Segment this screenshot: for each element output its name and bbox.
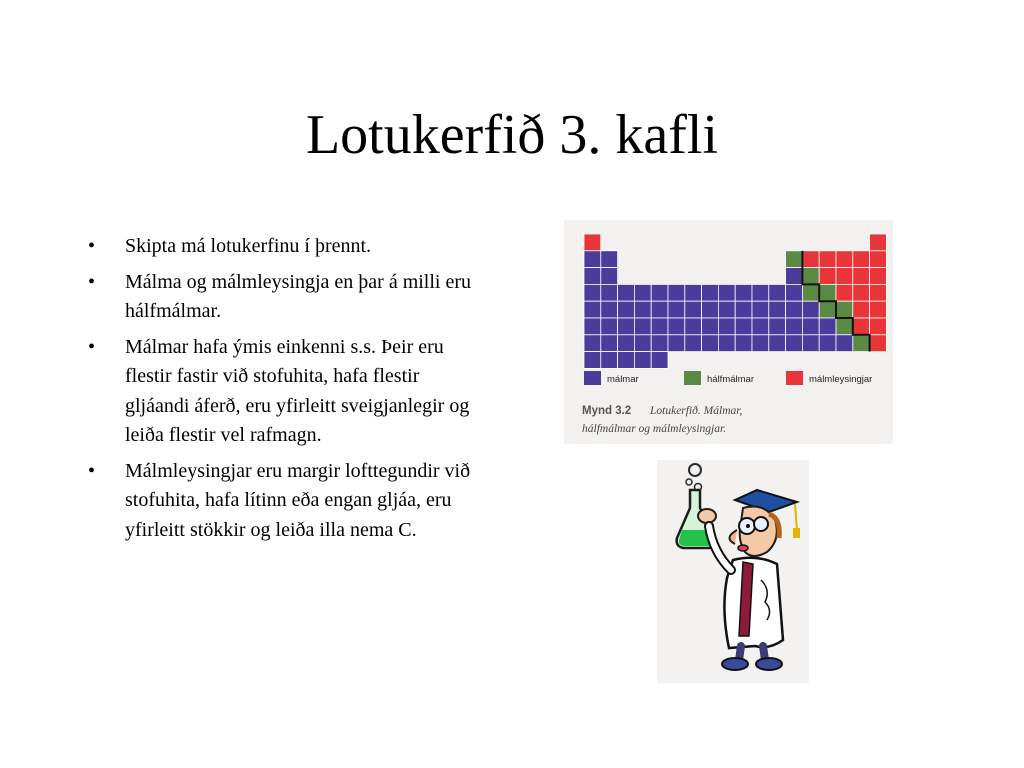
element-cell [685, 284, 702, 301]
tassel-end [793, 528, 800, 538]
scientist-cartoon-image [657, 460, 809, 683]
element-cell [786, 301, 803, 318]
element-cell [702, 318, 719, 335]
periodic-table-image [564, 220, 893, 444]
element-cell [802, 251, 819, 268]
element-cell [752, 301, 769, 318]
element-cell [752, 318, 769, 335]
element-cell [769, 318, 786, 335]
element-cell [668, 301, 685, 318]
element-cell [634, 301, 651, 318]
element-cell [668, 284, 685, 301]
element-cell [836, 301, 853, 318]
element-cell [718, 301, 735, 318]
legend-label-metalloids: hálfmálmar [707, 374, 754, 385]
bullet-text: Málmleysingjar eru margir lofttegundir við stofuhita, hafa lítinn eða engan gljáa, eru yfirleitt stökkir og leiða illa nema C. [125, 459, 471, 541]
element-cell [786, 251, 803, 268]
element-cell [651, 335, 668, 352]
element-cell [819, 301, 836, 318]
element-cell [601, 352, 618, 369]
element-cell [685, 301, 702, 318]
caption-line-2: hálfmálmar og málmleysingjar. [582, 423, 727, 435]
element-cell [651, 301, 668, 318]
element-cell [836, 268, 853, 285]
element-cell [769, 301, 786, 318]
bullet-item [88, 457, 488, 546]
periodic-table-figure [564, 220, 893, 444]
shoe-left-icon [722, 658, 748, 670]
bullet-item [88, 232, 488, 262]
caption-line-1: Lotukerfið. Málmar, [650, 405, 743, 417]
element-cell [634, 318, 651, 335]
legs-icon [739, 646, 765, 660]
element-cell [819, 335, 836, 352]
element-cell [853, 301, 870, 318]
element-cell [718, 284, 735, 301]
hand-icon [698, 509, 716, 523]
element-cell [634, 335, 651, 352]
element-cell [870, 251, 887, 268]
legend-label-metals: málmar [607, 374, 639, 385]
element-cell [819, 251, 836, 268]
element-cell [786, 284, 803, 301]
element-cell [601, 335, 618, 352]
bullet-list [88, 232, 488, 551]
element-cell [618, 335, 635, 352]
bullet-marker: • [88, 235, 96, 257]
element-cell [802, 318, 819, 335]
element-cell [651, 284, 668, 301]
element-cell [651, 352, 668, 369]
element-cell [786, 268, 803, 285]
shoe-right-icon [756, 658, 782, 670]
element-cell [618, 318, 635, 335]
element-cell [702, 335, 719, 352]
element-cell [618, 301, 635, 318]
element-cell [601, 301, 618, 318]
legend-label-nonmetals: málmleysingjar [809, 374, 873, 385]
tassel-icon [795, 504, 797, 530]
element-cell [584, 301, 601, 318]
element-cell [786, 318, 803, 335]
bullet-marker: • [88, 270, 96, 293]
eye-icon [746, 524, 750, 528]
element-cell [870, 335, 887, 352]
element-cell [584, 335, 601, 352]
element-cell [802, 284, 819, 301]
element-cell [870, 234, 887, 251]
element-cell [584, 284, 601, 301]
element-cell [685, 335, 702, 352]
element-cell [634, 352, 651, 369]
element-cell [853, 268, 870, 285]
element-cell [584, 352, 601, 369]
element-cell [802, 268, 819, 285]
scientist-illustration [657, 460, 809, 683]
element-cell [786, 335, 803, 352]
element-cell [601, 318, 618, 335]
element-cell [702, 284, 719, 301]
element-cell [668, 318, 685, 335]
element-cell [735, 335, 752, 352]
element-cell [584, 318, 601, 335]
slide-title: Lotukerfið 3. kafli [305, 104, 719, 166]
element-cell [735, 284, 752, 301]
element-cell [618, 284, 635, 301]
element-cell [584, 251, 601, 268]
element-cell [819, 284, 836, 301]
element-cell [836, 284, 853, 301]
element-cell [668, 335, 685, 352]
bullet-marker: • [88, 459, 96, 482]
element-cell [836, 335, 853, 352]
element-cell [618, 352, 635, 369]
element-cell [769, 284, 786, 301]
element-cell [870, 318, 887, 335]
element-cell [651, 318, 668, 335]
legend-swatch-metals [584, 371, 601, 385]
element-cell [718, 318, 735, 335]
element-cell [802, 301, 819, 318]
element-cell [853, 335, 870, 352]
element-cell [819, 268, 836, 285]
element-cell [735, 301, 752, 318]
element-cell [870, 301, 887, 318]
element-cell [769, 335, 786, 352]
bullet-text: Málma og málmleysingja en þar á milli eru hálfmálmar. [125, 270, 472, 322]
element-cell [735, 318, 752, 335]
element-cell [702, 301, 719, 318]
bubble-icon [689, 464, 701, 476]
bullet-item [88, 333, 488, 451]
element-cell [802, 335, 819, 352]
mouth-icon [738, 545, 748, 551]
nose-icon [729, 530, 737, 544]
bullet-item [88, 268, 488, 327]
bubble-icon [686, 479, 692, 485]
element-cell [601, 268, 618, 285]
element-cell [584, 234, 601, 251]
element-cell [752, 335, 769, 352]
caption-label: Mynd 3.2 [582, 405, 632, 417]
element-cell [752, 284, 769, 301]
bullet-text: Málmar hafa ýmis einkenni s.s. Þeir eru flestir fastir við stofuhita, hafa flestir gljáandi áferð, eru yfirleitt sveigjanlegir og leiða flestir vel rafmagn. [125, 335, 470, 446]
element-cell [853, 284, 870, 301]
bullet-text: Skipta má lotukerfinu í þrennt. [125, 235, 372, 257]
legend-swatch-metalloids [684, 371, 701, 385]
glasses-right-icon [754, 517, 768, 531]
element-cell [853, 318, 870, 335]
element-cell [584, 268, 601, 285]
element-cell [601, 284, 618, 301]
element-cell [819, 318, 836, 335]
element-cell [601, 251, 618, 268]
element-cell [836, 251, 853, 268]
element-cell [718, 335, 735, 352]
element-cell [853, 251, 870, 268]
element-cell [836, 318, 853, 335]
element-cell [870, 284, 887, 301]
legend-swatch-nonmetals [786, 371, 803, 385]
element-cell [634, 284, 651, 301]
periodic-table-grid [584, 234, 886, 368]
element-cell [870, 268, 887, 285]
element-cell [685, 318, 702, 335]
bullet-marker: • [88, 335, 96, 358]
